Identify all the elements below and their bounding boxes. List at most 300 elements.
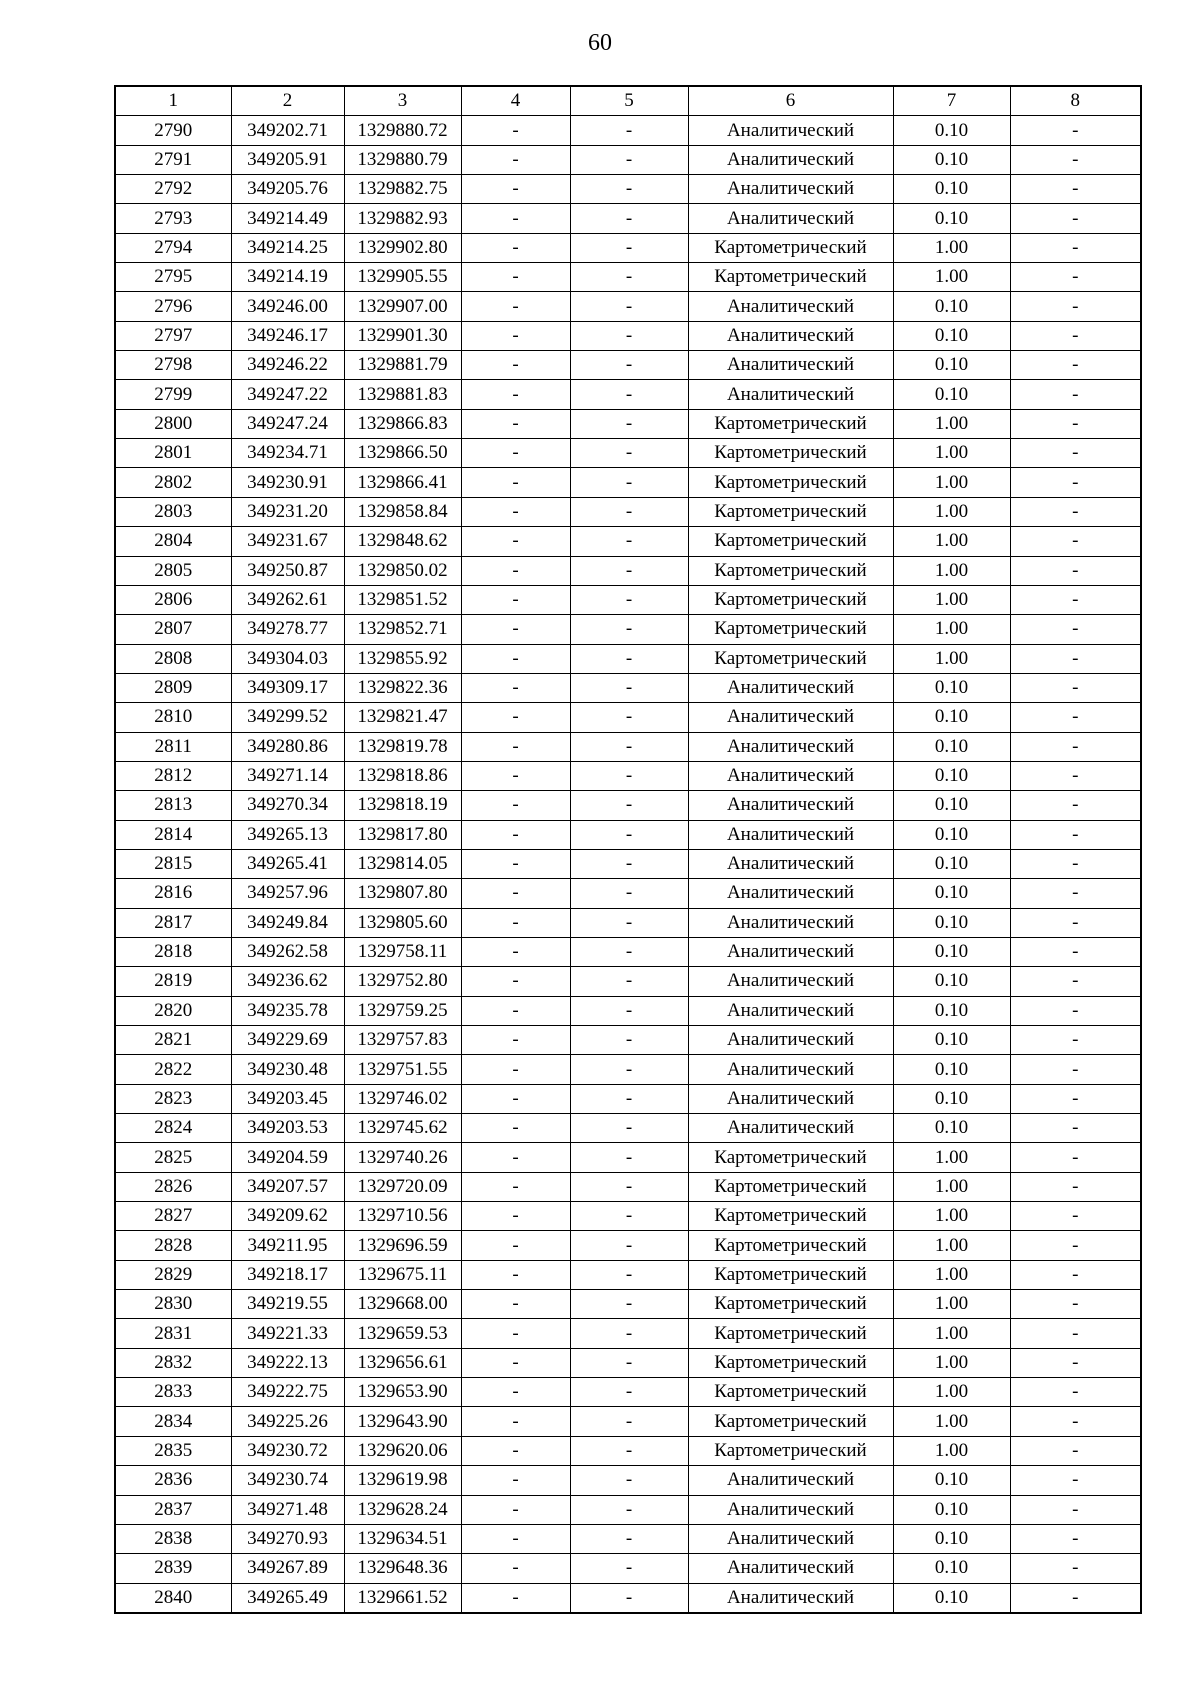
cell-coord-y: 1329620.06	[344, 1436, 461, 1465]
cell-accuracy: 0.10	[893, 908, 1010, 937]
cell-accuracy: 0.10	[893, 791, 1010, 820]
cell-coord-y: 1329882.75	[344, 175, 461, 204]
cell-point-number: 2812	[115, 761, 231, 790]
table-row	[115, 556, 1141, 585]
cell-point-number: 2803	[115, 497, 231, 526]
cell-col-4: -	[461, 1202, 570, 1231]
table-row	[115, 1114, 1141, 1143]
cell-accuracy: 0.10	[893, 1495, 1010, 1524]
cell-accuracy: 1.00	[893, 1348, 1010, 1377]
cell-coord-y: 1329661.52	[344, 1583, 461, 1613]
table-row	[115, 233, 1141, 262]
cell-coord-y: 1329882.93	[344, 204, 461, 233]
cell-coord-x: 349250.87	[231, 556, 344, 585]
cell-point-number: 2839	[115, 1554, 231, 1583]
cell-col-8: -	[1010, 1231, 1141, 1260]
cell-method: Аналитический	[688, 703, 893, 732]
cell-coord-x: 349230.91	[231, 468, 344, 497]
table-row	[115, 937, 1141, 966]
cell-col-4: -	[461, 497, 570, 526]
cell-coord-x: 349225.26	[231, 1407, 344, 1436]
cell-accuracy: 1.00	[893, 1260, 1010, 1289]
cell-point-number: 2800	[115, 409, 231, 438]
cell-col-8: -	[1010, 497, 1141, 526]
cell-accuracy: 1.00	[893, 1143, 1010, 1172]
cell-point-number: 2799	[115, 380, 231, 409]
table-row	[115, 468, 1141, 497]
cell-col-5: -	[570, 1026, 688, 1055]
table-row	[115, 1143, 1141, 1172]
cell-col-8: -	[1010, 1407, 1141, 1436]
cell-method: Картометрический	[688, 1319, 893, 1348]
cell-point-number: 2834	[115, 1407, 231, 1436]
cell-col-5: -	[570, 1378, 688, 1407]
cell-accuracy: 1.00	[893, 644, 1010, 673]
table-row	[115, 380, 1141, 409]
cell-col-5: -	[570, 1583, 688, 1613]
cell-accuracy: 1.00	[893, 1172, 1010, 1201]
cell-col-8: -	[1010, 820, 1141, 849]
cell-coord-y: 1329805.60	[344, 908, 461, 937]
table-row	[115, 116, 1141, 145]
cell-col-4: -	[461, 1260, 570, 1289]
cell-method: Аналитический	[688, 380, 893, 409]
cell-accuracy: 0.10	[893, 996, 1010, 1025]
cell-point-number: 2807	[115, 615, 231, 644]
cell-point-number: 2805	[115, 556, 231, 585]
cell-col-5: -	[570, 937, 688, 966]
cell-col-4: -	[461, 1554, 570, 1583]
cell-coord-x: 349280.86	[231, 732, 344, 761]
cell-coord-x: 349265.13	[231, 820, 344, 849]
cell-coord-y: 1329757.83	[344, 1026, 461, 1055]
cell-accuracy: 0.10	[893, 1466, 1010, 1495]
cell-accuracy: 0.10	[893, 1583, 1010, 1613]
cell-coord-x: 349267.89	[231, 1554, 344, 1583]
cell-coord-y: 1329758.11	[344, 937, 461, 966]
table-row	[115, 585, 1141, 614]
cell-col-8: -	[1010, 673, 1141, 702]
cell-coord-x: 349230.72	[231, 1436, 344, 1465]
cell-col-5: -	[570, 996, 688, 1025]
cell-col-8: -	[1010, 556, 1141, 585]
table-row	[115, 1172, 1141, 1201]
cell-method: Аналитический	[688, 145, 893, 174]
cell-method: Аналитический	[688, 849, 893, 878]
cell-accuracy: 1.00	[893, 1319, 1010, 1348]
table-row	[115, 527, 1141, 556]
cell-col-8: -	[1010, 1495, 1141, 1524]
table-row	[115, 439, 1141, 468]
table-row	[115, 761, 1141, 790]
cell-coord-y: 1329880.72	[344, 116, 461, 145]
cell-method: Аналитический	[688, 967, 893, 996]
cell-coord-x: 349214.19	[231, 263, 344, 292]
cell-coord-y: 1329881.83	[344, 380, 461, 409]
cell-accuracy: 0.10	[893, 1554, 1010, 1583]
cell-point-number: 2840	[115, 1583, 231, 1613]
cell-col-5: -	[570, 644, 688, 673]
cell-col-4: -	[461, 937, 570, 966]
cell-coord-x: 349257.96	[231, 879, 344, 908]
cell-coord-y: 1329634.51	[344, 1524, 461, 1553]
cell-coord-x: 349207.57	[231, 1172, 344, 1201]
cell-accuracy: 0.10	[893, 732, 1010, 761]
cell-coord-x: 349203.53	[231, 1114, 344, 1143]
cell-coord-x: 349231.20	[231, 497, 344, 526]
cell-method: Аналитический	[688, 1114, 893, 1143]
cell-point-number: 2804	[115, 527, 231, 556]
cell-point-number: 2798	[115, 351, 231, 380]
cell-method: Аналитический	[688, 1026, 893, 1055]
table-row	[115, 1290, 1141, 1319]
cell-col-4: -	[461, 1114, 570, 1143]
cell-col-4: -	[461, 263, 570, 292]
cell-col-5: -	[570, 732, 688, 761]
cell-accuracy: 0.10	[893, 703, 1010, 732]
table-row	[115, 409, 1141, 438]
cell-accuracy: 1.00	[893, 1202, 1010, 1231]
cell-method: Картометрический	[688, 409, 893, 438]
cell-accuracy: 1.00	[893, 1290, 1010, 1319]
cell-point-number: 2809	[115, 673, 231, 702]
cell-col-4: -	[461, 820, 570, 849]
cell-method: Аналитический	[688, 1466, 893, 1495]
cell-col-4: -	[461, 879, 570, 908]
cell-point-number: 2826	[115, 1172, 231, 1201]
cell-col-4: -	[461, 673, 570, 702]
cell-method: Аналитический	[688, 321, 893, 350]
cell-method: Аналитический	[688, 1055, 893, 1084]
cell-col-4: -	[461, 644, 570, 673]
cell-coord-x: 349235.78	[231, 996, 344, 1025]
cell-col-5: -	[570, 1055, 688, 1084]
cell-col-5: -	[570, 1114, 688, 1143]
cell-accuracy: 1.00	[893, 1407, 1010, 1436]
cell-method: Картометрический	[688, 1260, 893, 1289]
cell-col-8: -	[1010, 263, 1141, 292]
table-row	[115, 204, 1141, 233]
cell-coord-x: 349246.17	[231, 321, 344, 350]
cell-accuracy: 1.00	[893, 233, 1010, 262]
cell-coord-x: 349203.45	[231, 1084, 344, 1113]
cell-col-5: -	[570, 1407, 688, 1436]
column-header-2: 2	[231, 86, 344, 116]
cell-coord-x: 349230.74	[231, 1466, 344, 1495]
column-header-5: 5	[570, 86, 688, 116]
cell-coord-y: 1329821.47	[344, 703, 461, 732]
cell-coord-y: 1329905.55	[344, 263, 461, 292]
cell-col-4: -	[461, 791, 570, 820]
cell-accuracy: 1.00	[893, 497, 1010, 526]
cell-col-5: -	[570, 351, 688, 380]
cell-coord-y: 1329814.05	[344, 849, 461, 878]
cell-col-5: -	[570, 497, 688, 526]
cell-coord-y: 1329866.83	[344, 409, 461, 438]
cell-accuracy: 1.00	[893, 585, 1010, 614]
table-row	[115, 1202, 1141, 1231]
cell-method: Картометрический	[688, 556, 893, 585]
cell-col-5: -	[570, 615, 688, 644]
cell-coord-y: 1329819.78	[344, 732, 461, 761]
cell-col-8: -	[1010, 351, 1141, 380]
cell-method: Картометрический	[688, 263, 893, 292]
table-row	[115, 703, 1141, 732]
cell-col-5: -	[570, 1202, 688, 1231]
cell-coord-y: 1329643.90	[344, 1407, 461, 1436]
cell-coord-y: 1329848.62	[344, 527, 461, 556]
cell-point-number: 2808	[115, 644, 231, 673]
cell-col-4: -	[461, 439, 570, 468]
table-row	[115, 321, 1141, 350]
cell-col-4: -	[461, 468, 570, 497]
cell-method: Картометрический	[688, 644, 893, 673]
table-row	[115, 1495, 1141, 1524]
cell-method: Аналитический	[688, 732, 893, 761]
cell-coord-y: 1329902.80	[344, 233, 461, 262]
cell-col-4: -	[461, 116, 570, 145]
cell-col-5: -	[570, 1231, 688, 1260]
cell-method: Аналитический	[688, 820, 893, 849]
cell-accuracy: 1.00	[893, 439, 1010, 468]
cell-coord-y: 1329710.56	[344, 1202, 461, 1231]
cell-coord-x: 349234.71	[231, 439, 344, 468]
cell-method: Картометрический	[688, 1172, 893, 1201]
coordinates-table	[114, 85, 1142, 1614]
cell-coord-y: 1329659.53	[344, 1319, 461, 1348]
cell-col-8: -	[1010, 233, 1141, 262]
cell-accuracy: 0.10	[893, 351, 1010, 380]
cell-point-number: 2796	[115, 292, 231, 321]
cell-coord-y: 1329866.50	[344, 439, 461, 468]
cell-method: Аналитический	[688, 1554, 893, 1583]
cell-method: Аналитический	[688, 1495, 893, 1524]
cell-coord-x: 349262.58	[231, 937, 344, 966]
cell-col-8: -	[1010, 1378, 1141, 1407]
cell-point-number: 2815	[115, 849, 231, 878]
cell-col-4: -	[461, 1436, 570, 1465]
cell-point-number: 2827	[115, 1202, 231, 1231]
cell-point-number: 2811	[115, 732, 231, 761]
cell-point-number: 2829	[115, 1260, 231, 1289]
cell-col-5: -	[570, 204, 688, 233]
cell-coord-y: 1329852.71	[344, 615, 461, 644]
cell-coord-y: 1329866.41	[344, 468, 461, 497]
cell-coord-y: 1329656.61	[344, 1348, 461, 1377]
cell-col-5: -	[570, 673, 688, 702]
cell-point-number: 2814	[115, 820, 231, 849]
cell-col-4: -	[461, 849, 570, 878]
cell-coord-y: 1329752.80	[344, 967, 461, 996]
cell-col-8: -	[1010, 1319, 1141, 1348]
cell-coord-x: 349278.77	[231, 615, 344, 644]
cell-col-4: -	[461, 175, 570, 204]
cell-method: Аналитический	[688, 791, 893, 820]
cell-accuracy: 0.10	[893, 1055, 1010, 1084]
cell-col-8: -	[1010, 409, 1141, 438]
cell-accuracy: 0.10	[893, 380, 1010, 409]
cell-col-5: -	[570, 908, 688, 937]
cell-col-4: -	[461, 145, 570, 174]
cell-coord-x: 349265.49	[231, 1583, 344, 1613]
cell-col-4: -	[461, 585, 570, 614]
cell-col-4: -	[461, 1348, 570, 1377]
cell-col-4: -	[461, 1466, 570, 1495]
cell-col-4: -	[461, 908, 570, 937]
cell-col-5: -	[570, 116, 688, 145]
table-row	[115, 175, 1141, 204]
cell-col-5: -	[570, 175, 688, 204]
cell-col-8: -	[1010, 1143, 1141, 1172]
table-row	[115, 1319, 1141, 1348]
cell-coord-x: 349205.76	[231, 175, 344, 204]
cell-coord-y: 1329818.19	[344, 791, 461, 820]
column-header-4: 4	[461, 86, 570, 116]
cell-coord-x: 349218.17	[231, 1260, 344, 1289]
cell-coord-x: 349205.91	[231, 145, 344, 174]
cell-coord-y: 1329619.98	[344, 1466, 461, 1495]
cell-method: Аналитический	[688, 292, 893, 321]
cell-col-8: -	[1010, 1026, 1141, 1055]
cell-point-number: 2813	[115, 791, 231, 820]
cell-col-4: -	[461, 1319, 570, 1348]
cell-coord-x: 349249.84	[231, 908, 344, 937]
cell-col-5: -	[570, 1260, 688, 1289]
cell-method: Аналитический	[688, 879, 893, 908]
cell-coord-x: 349204.59	[231, 1143, 344, 1172]
cell-coord-x: 349309.17	[231, 673, 344, 702]
cell-col-8: -	[1010, 1436, 1141, 1465]
cell-coord-y: 1329807.80	[344, 879, 461, 908]
cell-method: Картометрический	[688, 1436, 893, 1465]
cell-coord-x: 349271.48	[231, 1495, 344, 1524]
cell-coord-y: 1329818.86	[344, 761, 461, 790]
cell-accuracy: 0.10	[893, 1114, 1010, 1143]
cell-col-8: -	[1010, 145, 1141, 174]
cell-col-8: -	[1010, 292, 1141, 321]
cell-accuracy: 1.00	[893, 615, 1010, 644]
cell-col-5: -	[570, 1466, 688, 1495]
cell-point-number: 2838	[115, 1524, 231, 1553]
cell-col-4: -	[461, 761, 570, 790]
cell-coord-x: 349270.34	[231, 791, 344, 820]
cell-method: Аналитический	[688, 761, 893, 790]
cell-col-4: -	[461, 967, 570, 996]
cell-col-8: -	[1010, 380, 1141, 409]
cell-col-8: -	[1010, 644, 1141, 673]
cell-col-5: -	[570, 761, 688, 790]
column-header-3: 3	[344, 86, 461, 116]
cell-point-number: 2822	[115, 1055, 231, 1084]
cell-coord-y: 1329901.30	[344, 321, 461, 350]
cell-method: Картометрический	[688, 1348, 893, 1377]
cell-accuracy: 1.00	[893, 556, 1010, 585]
cell-method: Картометрический	[688, 439, 893, 468]
cell-coord-x: 349214.25	[231, 233, 344, 262]
cell-point-number: 2831	[115, 1319, 231, 1348]
cell-method: Картометрический	[688, 1290, 893, 1319]
cell-point-number: 2793	[115, 204, 231, 233]
cell-coord-y: 1329675.11	[344, 1260, 461, 1289]
cell-coord-x: 349247.22	[231, 380, 344, 409]
cell-coord-y: 1329740.26	[344, 1143, 461, 1172]
cell-col-5: -	[570, 791, 688, 820]
table-row	[115, 967, 1141, 996]
cell-coord-x: 349246.22	[231, 351, 344, 380]
cell-col-8: -	[1010, 204, 1141, 233]
table-row	[115, 996, 1141, 1025]
cell-accuracy: 0.10	[893, 967, 1010, 996]
cell-col-8: -	[1010, 1202, 1141, 1231]
cell-col-5: -	[570, 321, 688, 350]
cell-coord-x: 349304.03	[231, 644, 344, 673]
cell-coord-x: 349221.33	[231, 1319, 344, 1348]
cell-col-8: -	[1010, 1114, 1141, 1143]
cell-col-8: -	[1010, 703, 1141, 732]
cell-point-number: 2816	[115, 879, 231, 908]
cell-point-number: 2817	[115, 908, 231, 937]
cell-method: Аналитический	[688, 1583, 893, 1613]
cell-accuracy: 0.10	[893, 1524, 1010, 1553]
table-row	[115, 1466, 1141, 1495]
cell-col-5: -	[570, 967, 688, 996]
cell-coord-x: 349265.41	[231, 849, 344, 878]
cell-col-4: -	[461, 292, 570, 321]
cell-col-5: -	[570, 1495, 688, 1524]
cell-accuracy: 0.10	[893, 673, 1010, 702]
cell-col-4: -	[461, 1407, 570, 1436]
cell-coord-y: 1329858.84	[344, 497, 461, 526]
column-header-8: 8	[1010, 86, 1141, 116]
cell-col-5: -	[570, 556, 688, 585]
cell-method: Аналитический	[688, 937, 893, 966]
table-header-row	[115, 86, 1141, 116]
cell-col-4: -	[461, 409, 570, 438]
cell-col-5: -	[570, 1290, 688, 1319]
cell-coord-y: 1329696.59	[344, 1231, 461, 1260]
cell-col-5: -	[570, 380, 688, 409]
cell-coord-y: 1329850.02	[344, 556, 461, 585]
cell-method: Аналитический	[688, 673, 893, 702]
cell-accuracy: 0.10	[893, 116, 1010, 145]
cell-col-8: -	[1010, 849, 1141, 878]
cell-method: Аналитический	[688, 175, 893, 204]
cell-coord-y: 1329759.25	[344, 996, 461, 1025]
cell-accuracy: 1.00	[893, 527, 1010, 556]
column-header-7: 7	[893, 86, 1010, 116]
cell-col-8: -	[1010, 1348, 1141, 1377]
cell-point-number: 2828	[115, 1231, 231, 1260]
cell-accuracy: 0.10	[893, 204, 1010, 233]
cell-point-number: 2835	[115, 1436, 231, 1465]
cell-method: Картометрический	[688, 233, 893, 262]
cell-point-number: 2794	[115, 233, 231, 262]
cell-col-5: -	[570, 820, 688, 849]
cell-col-5: -	[570, 849, 688, 878]
cell-method: Аналитический	[688, 351, 893, 380]
cell-col-5: -	[570, 703, 688, 732]
page-number: 60	[588, 30, 612, 56]
table-row	[115, 1407, 1141, 1436]
cell-point-number: 2824	[115, 1114, 231, 1143]
cell-accuracy: 0.10	[893, 175, 1010, 204]
cell-point-number: 2836	[115, 1466, 231, 1495]
cell-col-5: -	[570, 585, 688, 614]
cell-col-4: -	[461, 1172, 570, 1201]
cell-col-8: -	[1010, 1172, 1141, 1201]
table-row	[115, 732, 1141, 761]
table-row	[115, 1524, 1141, 1553]
